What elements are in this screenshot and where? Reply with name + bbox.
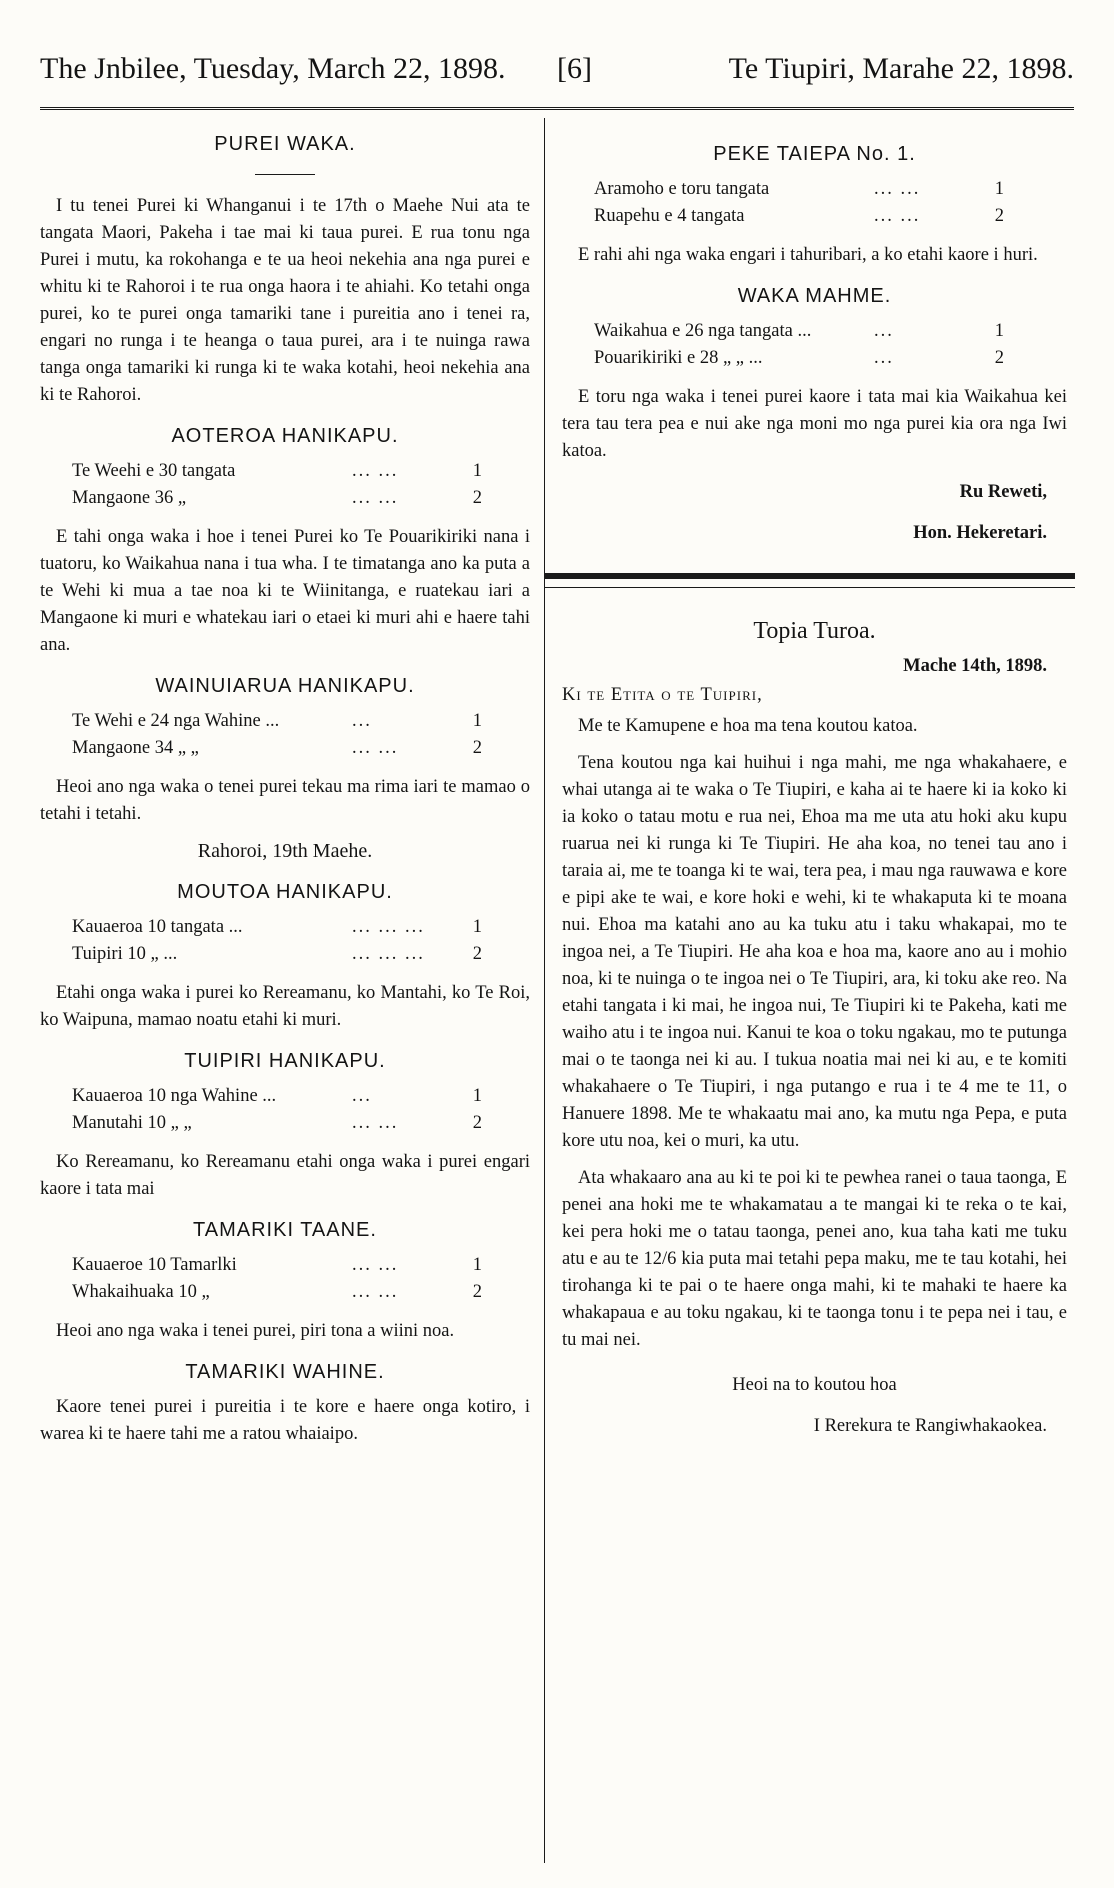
result-name: Mangaone 36 „ — [72, 488, 187, 508]
letter-paragraph-1: Tena koutou nga kai huihui i nga mahi, me nga whakahaere, e whai utanga ai te waka o Te Tiupiri, e kaha ai te haere ki ia koko ki ia koko o tatau motu e rua nei, Ehoa ma me uta atu hoki aku kupu ruarua nei ki runga ki Te Tiupiri. He aha koa, no tenei tau ano i taraia ai, me te toanga ki te wai, tera pea, i mau nga rauwawa e kore e pipi ake te wai, e kore hoki e wehi, ki te whakaputa ki te moana nui. Ehoa ma katahi ano au ka tuku atu i taku whakapai, mo te ingoa nei, a Te Tiupiri. He aha koa e hoa ma, kaore ano au i mohio noa, ki te nuinga o te ingoa nei o Te Tiupiri, ara, ki toku ake reo. Na etahi tangata i ki mai, he ingoa nui, Te Tiupiri ki te Pakeha, kati me waiho atu i te ingoa nui. Kanui te koa o toku ngakau, mo te putunga mai o te taonga nei ki au. I tukua noatia mai nei ki au, e te komiti whakahaere o Te Tiupiri, i nga putango e rua i te 4 me te 11, o Hanuere 1898. Me te whakaatu mai ano, ka mutu nga Pepa, e puta kore utu noa, kei o muri, ka utu. — [562, 753, 1067, 1151]
waka-mahme-results — [594, 318, 1004, 372]
tamariki-wahine-title: TAMARIKI WAHINE. — [185, 1361, 385, 1383]
result-place: 1 — [472, 1255, 482, 1275]
result-name: Ruapehu e 4 tangata — [594, 206, 745, 226]
column-divider — [544, 118, 545, 1863]
letter-paragraph-2: Ata whakaaro ana au ki te poi ki te pewhea ranei o taua taonga, E penei ana hoki me te whakamatau a te mangai ki te reka o te kai, kei pera hoki me o tatau taonga, penei ano, kua taha kati me tuku atu e au te 12/6 kia puta mai tetahi pepa maku, me te tau kotahi, hei tirohanga ki te pai o te haere onga mahi, ki te mahaki te haere ka whakapaua e au toku ngakau, ki te taonga tonu i te pepa nei i tau, e tu mai nei. — [562, 1168, 1067, 1350]
left-column — [40, 125, 530, 1458]
result-row — [594, 203, 1004, 230]
result-dots: ... ... ... — [352, 917, 425, 937]
tuipiri-results — [72, 1083, 482, 1137]
header-left-date: The Jnbilee, Tuesday, March 22, 1898. — [40, 52, 506, 85]
result-place: 2 — [472, 1282, 482, 1302]
header-rule — [40, 107, 1074, 113]
result-place: 1 — [472, 917, 482, 937]
tuipiri-title: TUIPIRI HANIKAPU. — [184, 1050, 386, 1072]
letter-date: Mache 14th, 1898. — [903, 656, 1047, 676]
result-name: Manutahi 10 „ „ — [72, 1113, 192, 1133]
signature-name: Ru Reweti, — [959, 482, 1047, 502]
tamariki-taane-title: TAMARIKI TAANE. — [193, 1219, 377, 1241]
result-row — [594, 176, 1004, 203]
result-place: 2 — [994, 348, 1004, 368]
result-row — [72, 708, 482, 735]
purei-waka-title: PUREI WAKA. — [214, 133, 356, 155]
wainuiarua-title: WAINUIARUA HANIKAPU. — [155, 675, 415, 697]
aoteroa-text: E tahi onga waka i hoe i tenei Purei ko Te Pouarikiriki nana i tuatoru, ko Waikahua nana i tua wha. I te timatanga ano ka puta a te Wehi ki mua a tae noa ki te Wiinitanga, e ruatekau iari a Mangaone ki muri e whatekau iari o etaei ki muri ahi e haere tahi ana. — [40, 527, 530, 655]
result-row — [594, 345, 1004, 372]
result-row — [72, 1083, 482, 1110]
result-name: Kauaeroa 10 tangata ... — [72, 917, 243, 937]
result-dots: ... ... — [874, 179, 921, 199]
result-dots: ... ... — [874, 206, 921, 226]
tuipiri-text: Ko Rereamanu, ko Rereamanu etahi onga waka i purei engari kaore i tata mai — [40, 1152, 530, 1199]
result-place: 1 — [994, 321, 1004, 341]
page-header — [40, 52, 1074, 96]
result-name: Pouarikiriki e 28 „ „ ... — [594, 348, 763, 368]
result-place: 2 — [472, 738, 482, 758]
result-dots: ... — [874, 321, 894, 341]
peke-taiepa-text: E rahi ahi nga waka engari i tahuribari, a ko etahi kaore i huri. — [578, 245, 1038, 265]
result-dots: ... ... — [352, 1113, 399, 1133]
section-thin-rule — [544, 587, 1075, 588]
result-row — [72, 941, 482, 968]
tamariki-taane-text: Heoi ano nga waka i tenei purei, piri tona a wiini noa. — [56, 1321, 455, 1341]
aoteroa-title: AOTEROA HANIKAPU. — [171, 425, 399, 447]
result-dots: ... ... — [352, 1282, 399, 1302]
result-place: 2 — [472, 944, 482, 964]
result-name: Whakaihuaka 10 „ — [72, 1282, 210, 1302]
result-name: Kauaeroe 10 Tamarlki — [72, 1255, 237, 1275]
result-row — [72, 1279, 482, 1306]
result-dots: ... ... — [352, 461, 399, 481]
header-right-date: Te Tiupiri, Marahe 22, 1898. — [728, 52, 1074, 85]
result-place: 1 — [472, 711, 482, 731]
waka-mahme-text: E toru nga waka i tenei purei kaore i tata mai kia Waikahua kei tera tau tera pea e nui ake nga moni mo nga purei kia ora nga Iwi katoa. — [562, 387, 1067, 461]
result-name: Kauaeroa 10 nga Wahine ... — [72, 1086, 277, 1106]
rahoroi-date: Rahoroi, 19th Maehe. — [197, 840, 373, 862]
peke-taiepa-title: PEKE TAIEPA No. 1. — [713, 143, 916, 165]
result-dots: ... — [352, 711, 372, 731]
letter-closing: Heoi na to koutou hoa — [732, 1375, 897, 1395]
result-name: Mangaone 34 „ „ — [72, 738, 199, 758]
page-number: [6] — [557, 52, 592, 85]
result-place: 1 — [472, 461, 482, 481]
wainuiarua-text: Heoi ano nga waka o tenei purei tekau ma rima iari te mamao o tetahi i tetahi. — [40, 777, 530, 824]
letter-salutation: Ki te Etita o te Tuipiri, — [562, 685, 763, 705]
result-row — [72, 458, 482, 485]
result-name: Tuipiri 10 „ ... — [72, 944, 178, 964]
moutoa-results — [72, 914, 482, 968]
tamariki-wahine-text: Kaore tenei purei i pureitia i te kore e haere onga kotiro, i warea ki te haere tahi me a ratou whaiaipo. — [40, 1397, 530, 1444]
result-name: Te Wehi e 24 nga Wahine ... — [72, 711, 280, 731]
letter-address: Me te Kamupene e hoa ma tena koutou katoa. — [578, 716, 918, 736]
aoteroa-results — [72, 458, 482, 512]
result-dots: ... — [352, 1086, 372, 1106]
result-dots: ... — [874, 348, 894, 368]
wainuiarua-results — [72, 708, 482, 762]
section-thick-rule — [544, 573, 1075, 579]
tamariki-taane-results — [72, 1252, 482, 1306]
purei-intro: I tu tenei Purei ki Whanganui i te 17th o Maehe Nui ata te tangata Maori, Pakeha i tae mai ki taua purei. E rua tonu nga Purei i mutu, ka rokohanga e te ua heoi nekehia ana nga purei e whitu ki te Rahoroi i te rua onga haora i te ahiahi. Ko tetahi onga purei, ko te purei onga tamariki tane i pureitia ano i tenei ra, engari no runga i te heanga o taua purei, ara i te nuinga rawa tanga onga tamariki ki runga ki te waka kotahi, heoi nekehia ana ki te Rahoroi. — [40, 196, 530, 405]
letter-signer: I Rerekura te Rangiwhakaokea. — [813, 1416, 1047, 1436]
result-dots: ... ... ... — [352, 944, 425, 964]
signature-title: Hon. Hekeretari. — [913, 523, 1047, 543]
result-place: 1 — [472, 1086, 482, 1106]
waka-mahme-title: WAKA MAHME. — [737, 285, 892, 307]
result-row — [72, 914, 482, 941]
right-column — [562, 135, 1067, 1440]
result-name: Waikahua e 26 nga tangata ... — [594, 321, 812, 341]
short-rule — [255, 174, 315, 175]
result-dots: ... ... — [352, 738, 399, 758]
peke-taiepa-results — [594, 176, 1004, 230]
result-row — [72, 735, 482, 762]
result-place: 2 — [472, 1113, 482, 1133]
result-place: 2 — [472, 488, 482, 508]
result-row — [72, 485, 482, 512]
result-name: Te Weehi e 30 tangata — [72, 461, 236, 481]
result-place: 2 — [994, 206, 1004, 226]
result-row — [72, 1252, 482, 1279]
moutoa-text: Etahi onga waka i purei ko Rereamanu, ko Mantahi, ko Te Roi, ko Waipuna, mamao noatu etahi ki muri. — [40, 983, 530, 1030]
result-dots: ... ... — [352, 1255, 399, 1275]
moutoa-title: MOUTOA HANIKAPU. — [177, 881, 393, 903]
result-row — [594, 318, 1004, 345]
result-place: 1 — [994, 179, 1004, 199]
result-name: Aramoho e toru tangata — [594, 179, 770, 199]
result-row — [72, 1110, 482, 1137]
letter-title: Topia Turoa. — [753, 618, 876, 644]
result-dots: ... ... — [352, 488, 399, 508]
